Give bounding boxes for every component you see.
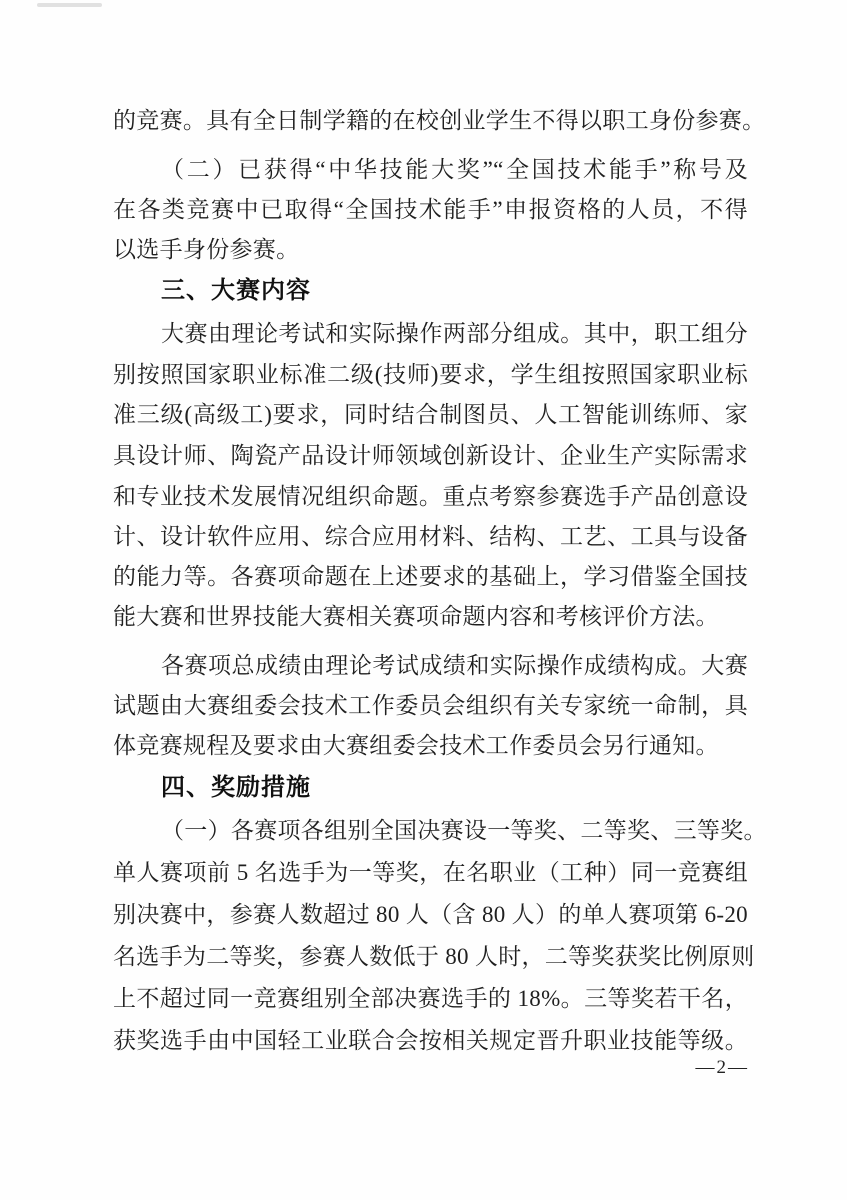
text-line: 和专业技术发展情况组织命题。重点考察参赛选手产品创意设 [113,484,748,509]
text-line: 获奖选手由中国轻工业联合会按相关规定晋升职业技能等级。 [113,1028,748,1053]
text-line: 以选手身份参赛。 [113,237,300,262]
text-line: 体竞赛规程及要求由大赛组委会技术工作委员会另行通知。 [113,733,719,758]
text-line: 计、设计软件应用、综合应用材料、结构、工艺、工具与设备 [113,524,748,549]
text-line: 单人赛项前 5 名选手为一等奖，在名职业（工种）同一竞赛组 [113,860,748,885]
text-line: 在各类竞赛中已取得“全国技术能手”申报资格的人员，不得 [113,197,748,222]
text-line: （二）已获得“中华技能大奖”“全国技术能手”称号及 [161,157,748,182]
section-heading: 四、奖励措施 [161,774,311,801]
text-line: （一）各赛项各组别全国决赛设一等奖、二等奖、三等奖。 [161,818,767,843]
text-line: 大赛由理论考试和实际操作两部分组成。其中，职工组分 [161,321,748,346]
text-line: 各赛项总成绩由理论考试成绩和实际操作成绩构成。大赛 [161,653,748,678]
text-line: 的能力等。各赛项命题在上述要求的基础上，学习借鉴全国技 [113,564,748,589]
text-line: 别按照国家职业标准二级(技师)要求，学生组按照国家职业标 [113,362,748,387]
text-line: 试题由大赛组委会技术工作委员会组织有关专家统一命制，具 [113,693,748,718]
text-line: 的竞赛。具有全日制学籍的在校创业学生不得以职工身份参赛。 [113,108,766,133]
text-line: 名选手为二等奖，参赛人数低于 80 人时，二等奖获奖比例原则 [113,944,755,969]
text-line: 具设计师、陶瓷产品设计师领域创新设计、企业生产实际需求 [113,443,748,468]
text-line: 别决赛中，参赛人数超过 80 人（含 80 人）的单人赛项第 6-20 [113,902,748,927]
page-number: —2— [695,1057,749,1078]
scan-artifact [37,3,102,7]
text-line: 上不超过同一竞赛组别全部决赛选手的 18%。三等奖若干名， [113,986,748,1011]
text-line: 能大赛和世界技能大赛相关赛项命题内容和考核评价方法。 [113,604,719,629]
section-heading: 三、大赛内容 [161,277,311,304]
text-line: 准三级(高级工)要求，同时结合制图员、人工智能训练师、家 [113,402,748,427]
